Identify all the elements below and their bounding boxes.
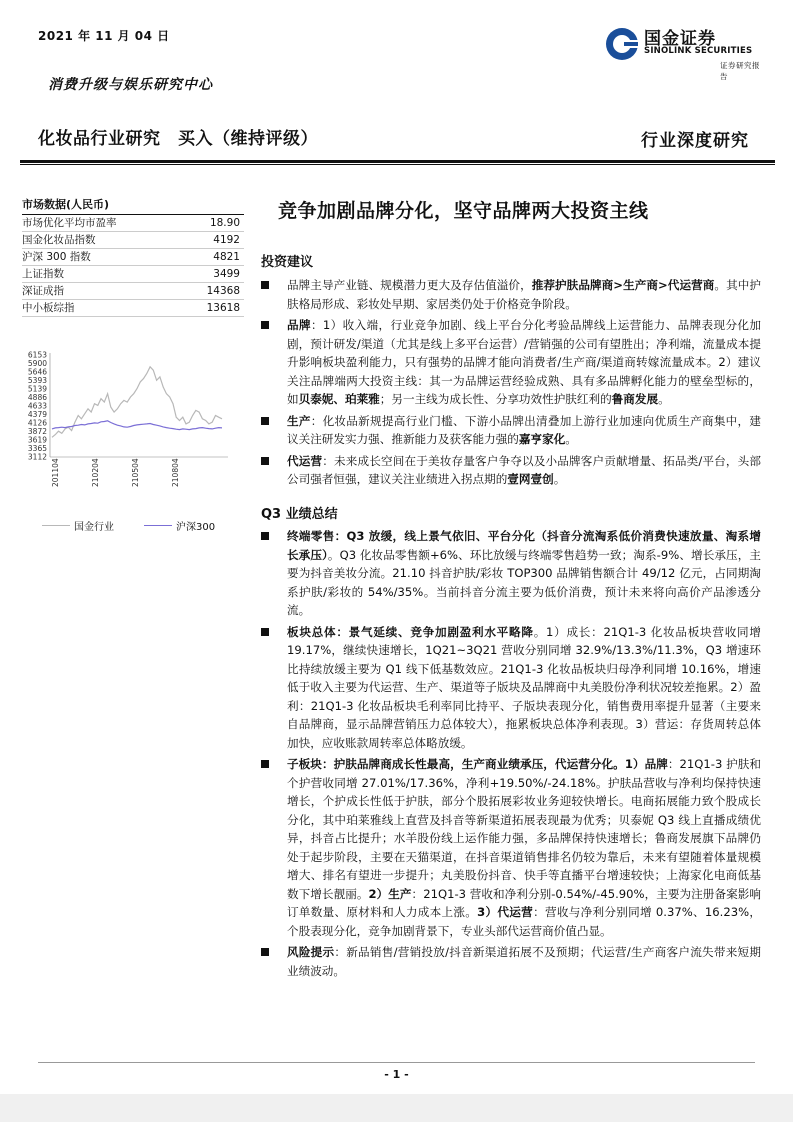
market-data-row [22,215,244,232]
y-tick-label: 6153 [27,350,47,360]
x-tick-label: 201104 [51,458,60,487]
bullet-text: ：营收与净利分别同增 0.37%、16.23%，个股表现分化，竞争加剧背景下，专业头部代运营商价值凸显。 [287,905,761,938]
row-label: 国金化妆品指数 [22,234,96,246]
bullet-bold: 壹网壹创 [507,472,554,486]
bullet-bold: 3）代运营 [477,905,534,919]
company-logo [604,24,764,81]
x-tick-label: 210804 [171,458,180,487]
bullet-square-icon [261,417,269,425]
row-value: 13618 [206,302,240,314]
logo-tagline: 证券研究报告 [720,61,760,81]
sinolink-logo-icon [604,26,640,62]
row-value: 14368 [206,285,240,297]
bullet-text: ：新品销售/营销投放/抖音新渠道拓展不及预期；代运营/生产商客户流失带来短期业绩波动。 [287,945,761,978]
bullet-text: ：未来成长空间在于美妆存量客户争夺以及小品牌客户贡献增量、拓品类/平台，头部公司强者恒强，建议关注业绩进入拐点期的 [287,453,761,486]
legend-swatch [42,525,70,526]
row-value: 4192 [213,234,240,246]
q3-bullets [261,527,761,983]
bullet-square-icon [261,281,269,289]
y-tick-label: 5900 [27,358,47,368]
bullet-text: ：化妆品新规提高行业门槛、下游小品牌出清叠加上游行业加速向优质生产商集中，建议关注研发实力强、推新能力及获客能力强的 [287,413,761,446]
legend-item-industry [42,518,114,533]
research-center: 消费升级与娱乐研究中心 [48,77,213,93]
bullet-text: ：21Q1-3 护肤和个护营收同增 27.01%/17.36%，净利+19.50%/-24.18%。护肤品营收与净利均保持快速增长，个护成长性低于护肤，部分个股拓展彩妆业务迎较快增长。电商拓展能力致个股成长分化，其中珀莱雅线上直营及抖音等新渠道拓展表现最为优秀；贝泰妮 Q3 线上直播成绩优异，抖音占比提升；水羊股份线上运作能力强，多品牌保持快速增长；鲁商发展旗下品牌仍处于起步阶段，主要在天猫渠道，在抖音渠道销售排名仍较为靠后，未来有望随着体量规模增大、排名有望进一步提升；丸美股份抖音、快手等直播平台增速较快；上海家化电商低基数下增长靓丽。 [287,757,762,901]
y-tick-label: 4633 [27,401,47,411]
bullet-item [261,755,761,940]
bullet-square-icon [261,321,269,329]
bullet-bold: 推荐护肤品牌商>生产商>代运营商 [531,278,715,292]
market-data-panel [22,196,244,317]
bullet-bold: 代运营 [287,453,323,468]
bullet-text: 。 [565,432,577,446]
bullet-text: 。其中护肤格局形成、彩妆处早期、家居类仍处于价格竞争阶段。 [287,278,761,311]
bullet-bold: 子板块：护肤品牌商成长性最高，生产商业绩承压，代运营分化。1）品牌 [287,757,668,771]
y-tick-label: 4886 [27,392,47,402]
legend-swatch [144,525,172,526]
bullet-text: ：21Q1-3 营收和净利分别-0.54%/-45.90%，主要为注册备案影响订单数量、原材料和人力成本上涨。 [287,886,761,919]
header-rule-thin [20,164,775,165]
bullet-item [261,412,761,449]
y-tick-label: 3619 [27,435,47,445]
market-data-row [22,232,244,249]
row-label: 深证成指 [22,285,64,297]
y-tick-label: 5646 [27,367,47,377]
report-type: 行业深度研究 [641,131,749,151]
bullet-item [261,527,761,620]
bullet-item [261,943,761,980]
market-data-row [22,283,244,300]
y-tick-label: 4379 [27,410,47,420]
y-tick-label: 5393 [27,375,47,385]
report-date: 2021 年 11 月 04 日 [38,29,170,43]
bullet-text: 。 [553,472,566,486]
bullet-bold: 鲁商发展 [611,392,659,406]
bullet-bold: 2）生产 [368,886,412,901]
row-value: 18.90 [209,217,240,229]
bullet-bold: 板块总体：景气延续、竞争加剧盈利水平略降 [287,624,534,639]
market-data-row [22,300,244,317]
logo-name: 国金证券 [644,29,716,49]
bullet-square-icon [261,760,269,768]
x-tick-label: 210204 [91,458,100,487]
bullet-text: 。1）成长：21Q1-3 化妆品板块营收同增 19.17%，继续快速增长，1Q21~3Q21 营收分别同增 32.9%/13.3%/11.3%，Q3 增速环比持续放缓主要为 Q1 线下低基数效应。21Q1-3 化妆品板块归母净利同增 10.16%，增速低于收入主要为代运营、生产、渠道等子版块及品牌商中丸美股份净利状况较差拖累。2）盈利：21Q1-3 化妆品板块毛利率同比持平、子版块表现分化，销售费用率提升显著（主要来自品牌商，显示品牌营销压力总体较大），拖累板块总体净利表现。3）营运：存货周转总体加快，应收账款周转率总体略放缓。 [287,624,761,750]
y-tick-label: 3365 [27,444,47,454]
market-data-row [22,266,244,283]
bullet-text: 。 [658,392,670,406]
y-tick-label: 3112 [27,452,47,462]
series-line-csi300 [52,421,222,430]
row-label: 中小板综指 [22,302,75,314]
section-investment-advice: 投资建议 [261,255,314,270]
bullet-square-icon [261,532,269,540]
index-chart [22,345,240,545]
row-value: 3499 [213,268,240,280]
row-value: 4821 [213,251,240,263]
header-rule [20,160,775,163]
bullet-item [261,276,761,313]
bullet-bold: 品牌 [287,318,311,332]
market-data-heading: 市场数据(人民币) [22,196,244,215]
bullet-square-icon [261,948,269,956]
bullet-square-icon [261,457,269,465]
page-number: - 1 - [384,1068,409,1081]
bullet-bold: 嘉亨家化 [518,432,566,446]
legend-item-csi300 [144,518,215,533]
y-tick-label: 5139 [27,384,47,394]
bullet-text: 品牌主导产业链、规模潜力更大及存估值溢价， [287,278,532,292]
bullet-bold: 生产 [287,413,311,428]
bullet-bold: 贝泰妮、珀莱雅 [298,392,380,406]
index-line-chart [22,345,240,515]
bullet-bold: 风险提示 [287,945,335,959]
section-q3-summary: Q3 业绩总结 [261,507,338,522]
logo-english: SINOLINK SECURITIES [644,46,753,56]
footer-band [0,1094,793,1122]
x-tick-label: 210504 [131,458,140,487]
bullet-text: ；另一主线为成长性、分享功效性护肤红利的 [379,392,612,406]
bullet-text: 。Q3 化妆品零售额+6%、环比放缓与终端零售趋势一致；淘系-9%、增长承压，主要为抖音美妆分流。21.10 抖音护肤/彩妆 TOP300 品牌销售额合计 49/12 亿元，占同期淘系护肤/彩妆的 54%/35%。当前抖音分流主要为低价消费，预计未来将向高价产品渗透分流。 [287,547,762,617]
bullet-square-icon [261,628,269,636]
y-tick-label: 4126 [27,418,47,428]
bullet-bold: 终端零售：Q3 放缓，线上景气依旧、平台分化（抖音分流淘系低价消费快速放量、淘系增长承压） [287,529,761,562]
industry-rating-title: 化妆品行业研究 买入（维持评级） [38,129,318,149]
bullet-item [261,452,761,489]
series-line-industry [52,367,222,438]
legend-label: 沪深300 [176,522,216,533]
row-label: 上证指数 [22,268,64,280]
investment-bullets [261,276,761,492]
bullet-item [261,316,761,409]
bullet-text: ：1）收入端，行业竞争加剧、线上平台分化考验品牌线上运营能力、品牌表现分化加剧，预计研发/渠道（尤其是线上多平台运营）/营销强的公司有望胜出；净利端，流量成本提升影响板块盈利能力，只有强势的品牌才能向消费者/生产商/渠道商转嫁流量成本。2）建议关注品牌端两大投资主线：其一为品牌运营经验成熟、具有多品牌孵化能力的壁垒型标的，如 [287,318,761,406]
report-title: 竞争加剧品牌分化，坚守品牌两大投资主线 [278,200,649,222]
footer-rule [38,1062,755,1063]
market-data-row [22,249,244,266]
row-label: 市场优化平均市盈率 [22,217,117,229]
row-label: 沪深 300 指数 [22,251,91,263]
legend-label: 国金行业 [74,522,114,533]
y-tick-label: 3872 [27,427,47,437]
bullet-item [261,623,761,753]
